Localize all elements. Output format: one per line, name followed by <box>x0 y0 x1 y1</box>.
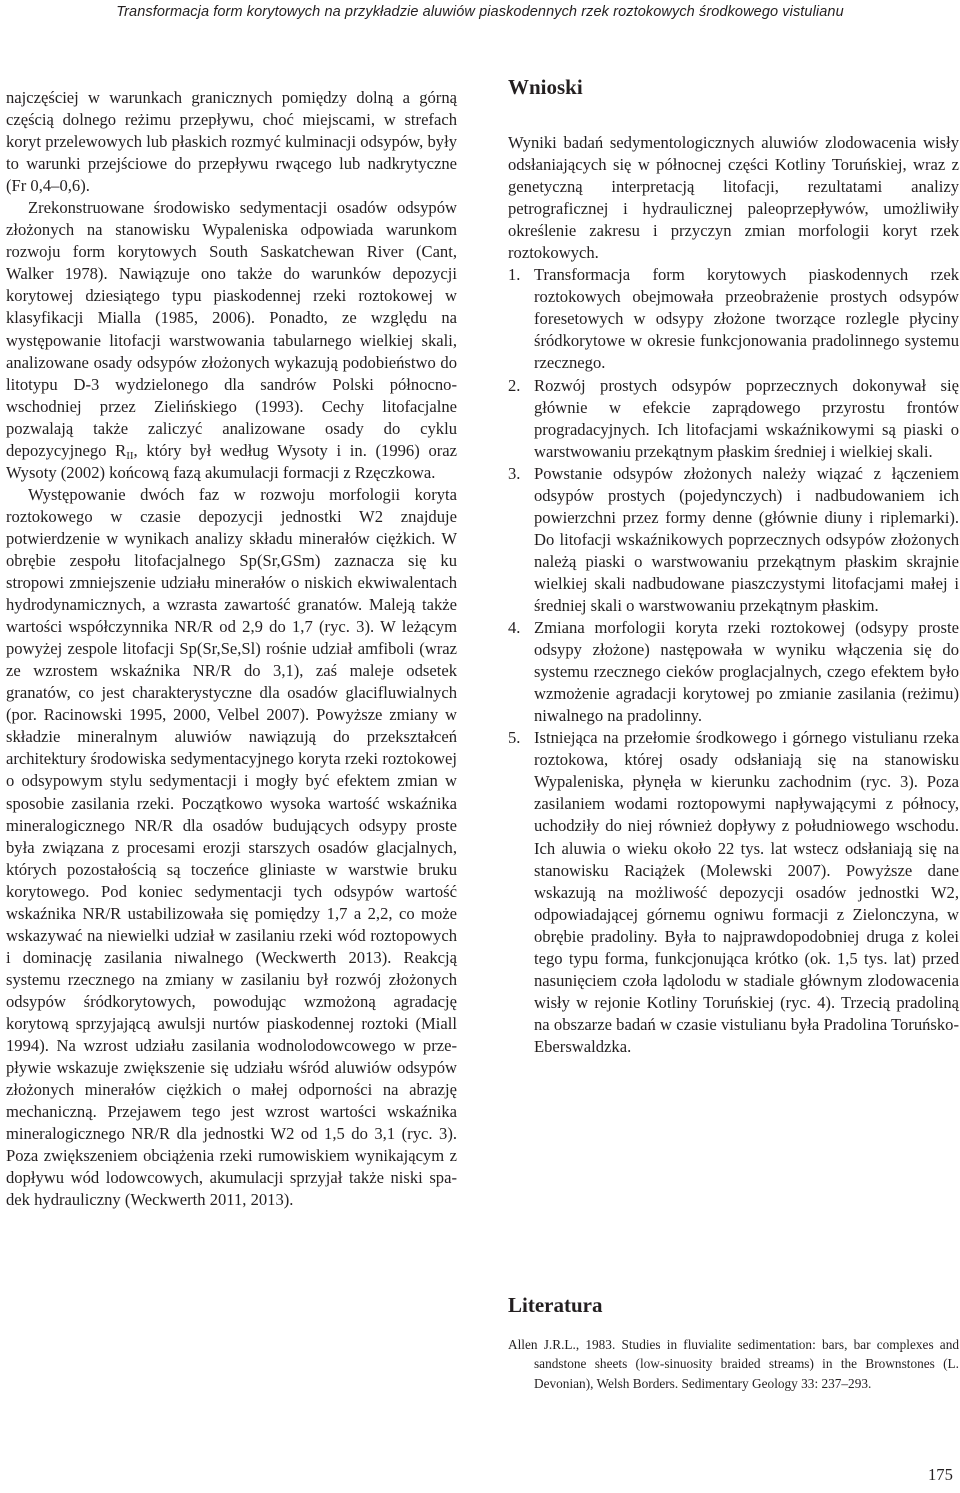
list-text: Rozwój prostych odsypów poprzecznych dokonywał się głównie w efekcie zaprądowego przyrostu frontów progradacyjnych. Ich litofacjami wskaźnikowymi są piaski o warstwowaniu przekątnym płaskim średniej i wielkiej skali. <box>534 375 959 461</box>
list-text: Istniejąca na przełomie środkowego i górnego vistulianu rzeka roztokowa, której osady odsłaniają się na stanowisku Wypaleniska, płynęła w kierunku zachodnim (ryc. 3). Poza zasilaniem wodami roztopowymi napływającymi z północy, uchodziły do niej również dopływy z południowego wschodu. Ich aluwia o wieku około 22 tys. lat wstecz odsłaniają się na stanowisku Raciążek (Molewski 2007). Powyższe dane wskazują na możliwość depozycji osadów jednostki W2, odpowiadającej górnemu ogniwu formacji z Zielonczyna, w obrębie pradoliny. Była to najprawdopodobniej druga z kolei tego typu forma, funkcjonująca krótko (ok. 1,5 tys. lat) przed nasunięciem czoła lądolodu w stadiale głównym zlodowacenia wisły w rejonie Kotliny Toruńskiej (ryc. 4). Trzecią pradoliną na obszarze badań w czasie vistulianu była Pradolina Toruńsko-Eberswaldzka. <box>534 728 959 1056</box>
reference-item: Allen J.R.L., 1983. Studies in fluvialite sedimentation: bars, bar complexes and sandstone sheets (low-sinuosity braided streams) in the Brownstones (L. Devonian), Welsh Borders. Sedimentary Geology 33: 237–293. <box>508 1337 959 1391</box>
list-number: 2. <box>508 375 521 395</box>
paragraph-text: , który był według Wysoty i in. (1996) oraz Wysoty (2002) końcową fazą akumulacji formacji z Rzęczkowa. <box>6 440 457 482</box>
list-item <box>508 463 959 617</box>
right-column <box>508 132 959 1058</box>
paragraph-text: Zrekonstruowane środowisko sedymentacji osadów odsypów złożonych na stanowisku Wypaleniska odpowiada warunkom rozwoju form korytowych South Saskatchewan River (Cant, Walker 1978). Nawiązuje ono także do warunków depozycji korytowej dziesiątego typu piaskodennej rzeki roztokowej w klasyfikacji Mialla (1985, 2006). Ponadto, ze względu na występowanie litofacji warstwowania tabularnego wielkiej skali, analizowane osady odsypów złożonych wykazują podobieństwo do litotypu D-3 wydzielonego dla sandrów Polski północno-wschodniej przez Zielińskiego (1993). Cechy litofacjalne pozwalają także zaliczyć analizowane osady do cyklu depozycyjnego R <box>6 198 457 460</box>
page-number: 175 <box>928 1465 953 1484</box>
paragraph: Występowanie dwóch faz w rozwoju morfologii koryta roztokowego w czasie depozycji jednostki W2 znajduje potwierdzenie w wynikach analizy składu minerałów ciężkich. W obrębie zespołu litofacjalnego Sp(Sr,GSm) zaznacza się ku stropowi zmniejszenie udziału minerałów o niskich ekwiwalentach hydrodynamicznych, a wzrasta zawartość granatów. Maleją także wartości współczynnika NR/R od 2,9 do 1,7 (ryc. 3). W leżącym powyżej zespole litofacji Sp(Sr,Se,Sl) rośnie udział amfiboli (wraz ze wzrostem wskaźnika NR/R do 3,1), zaś maleje odsetek granatów, co jest charakterystyczne dla osadów glacifluwialnych (por. Racinowski 1995, 2000, Velbel 2007). Powyższe zmiany w składzie mineralnym aluwiów nawiązują do przekształceń architektury środowiska sedymentacyjnego koryta rzeki roztokowej o odsypowym stylu sedymentacji i mogły być efektem zmian w sposobie zasilania rzeki. Początkowo wysoka wartość wskaźnika mineralogicznego NR/R dla osadów budujących odsypy proste była związana z procesami erozji starszych osadów glacjalnych, których pozostałością są toczeńce gliniaste w warstwie bruku korytowego. Pod koniec sedymentacji tych odsypów wartość wskaźnika NR/R ustabilizowała się pomiędzy 1,7 a 2,2, co może wskazywać na niewielki udział w zasilaniu rzeki wód roztopowych i dominację zasilania niwalnego (Weckwerth 2013). Reakcją systemu rzecznego na zmiany w zasilaniu był rozwój złożonych odsypów śródkorytowych, powodując wzmożoną agradację korytową sprzyjającą awulsji nurtów piaskodennej roztoki (Miall 1994). Na wzrost udziału zasilania wodnolodowcowego w przepływie wskazuje zwiększenie się udziału wśród aluwiów odsypów złożonych minerałów ciężkich o małej odporności na abrazję mechaniczną. Przejawem tego jest wzrost wartości wskaźnika mineralogicznego NR/R dla jednostki W2 od 1,5 do 3,1 (ryc. 3). Poza zwiększeniem obciążenia rzeki rumowiskiem wynikającym z dopływu wód lodowcowych, akumulacji sprzyjał także niski spadek hydrauliczny (Weckwerth 2011, 2013). <box>6 484 457 1210</box>
list-item <box>508 617 959 727</box>
conclusions-list <box>508 264 959 1058</box>
running-head: Transformacja form korytowych na przykładzie aluwiów piaskodennych rzek roztokowych środkowego vistulianu <box>116 4 844 20</box>
list-number: 1. <box>508 265 521 285</box>
list-number: 4. <box>508 618 521 638</box>
list-text: Zmiana morfologii koryta rzeki roztokowej (odsypy proste odsypy złożone) następowała w wyniku włączenia się do systemu rzecznego cieków proglacjalnych, czego efektem było wzmożenie agradacji korytowej po zmianie zasilania (reżimu) niwalnego na pradolinny. <box>534 618 959 726</box>
section-heading-conclusions: Wnioski <box>508 75 583 99</box>
list-text: Powstanie odsypów złożonych należy wiązać z łączeniem odsypów prostych (pojedynczych) i nadbudowaniem ich powierzchni przez formy denne (głównie diuny i riplemarki). Do litofacji wskaźnikowych poprzecznych odsypów złożonych należą piaski o warstwowaniu przekątnym płaskim skrajnie wielkiej skali nadbudowane piaszczystymi litofacjami małej i średniej skali o warstwowaniu przekątnym płaskim. <box>534 463 959 615</box>
list-item <box>508 375 959 463</box>
paragraph <box>6 197 457 484</box>
list-number: 5. <box>508 728 521 748</box>
left-column <box>6 87 457 1211</box>
subscript: II <box>126 449 134 462</box>
list-text: Transformacja form korytowych piaskodennych rzek roztokowych obejmowała przeobrażenie prostych odsypów foresetowych w odsypy złożone tworzące rozlegle płyciny śródkorytowe w okresie funkcjonowania pradolinnego systemu rzecznego. <box>534 265 959 373</box>
references-list <box>508 1335 959 1393</box>
list-number: 3. <box>508 463 521 483</box>
list-item <box>508 727 959 1058</box>
list-item <box>508 264 959 374</box>
paragraph: najczęściej w warunkach granicznych pomiędzy dolną a górną częścią dolnego reżimu przepływu, choć miejscami, w strefach koryt przelewowych lub płaskich rozmyć kulminacji odsypów, były to warunki przejściowe do przepływu rwącego lub nadkrytyczne (Fr 0,4–0,6). <box>6 88 457 196</box>
paragraph: Wyniki badań sedymentologicznych aluwiów zlodowacenia wisły odsłaniających się w północnej części Kotliny Toruńskiej, wraz z genetyczną interpretacją litofacji, rezultatami analizy petrograficznej i hydraulicznej paleoprzepływów, umożliwiły określenie zakresu i przyczyn zmian morfologii koryt rzek roztokowych. <box>508 133 959 263</box>
section-heading-references: Literatura <box>508 1293 603 1317</box>
